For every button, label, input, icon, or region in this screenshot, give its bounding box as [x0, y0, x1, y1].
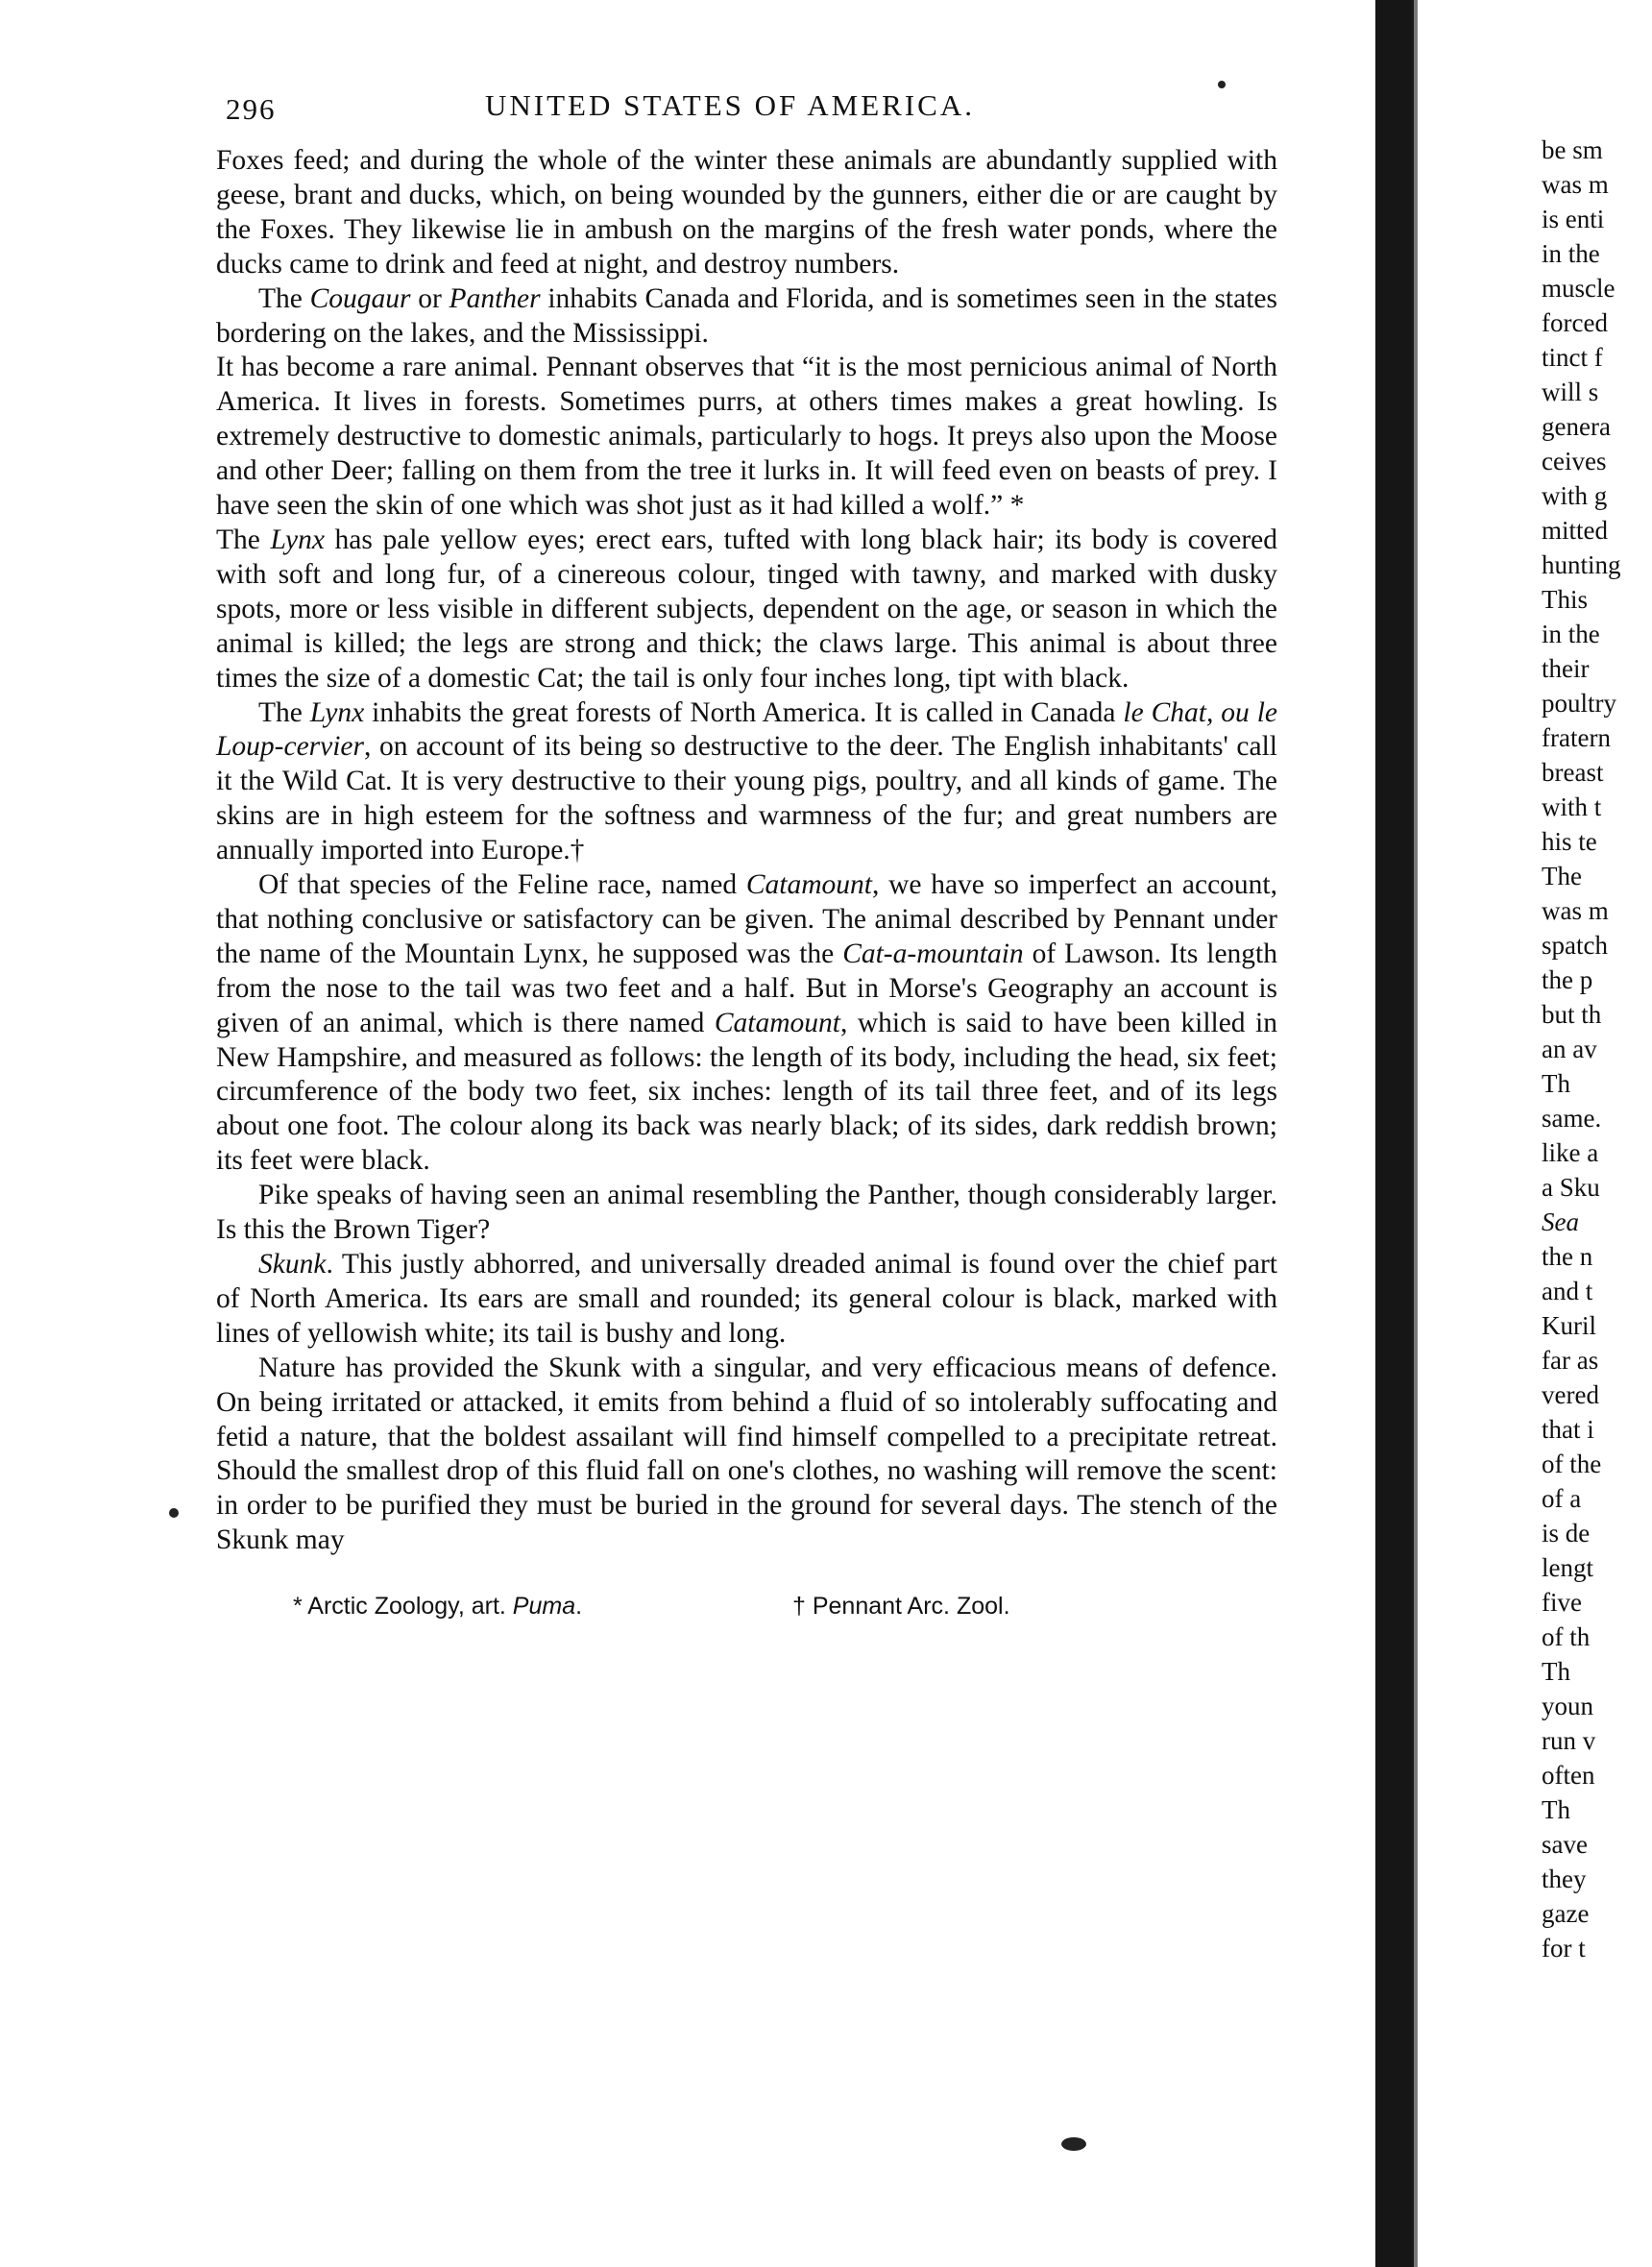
book-page — [216, 88, 1277, 1631]
text-segment: , which is said to have been killed in New Hampshire, and measured as follows: the length of its body, including the head, six feet; circumference of the body two feet, six inches: length of its tail three feet, and of its legs about one foot. The colour along its back was nearly black; of its sides, dark reddish brown; its feet were black. — [216, 1007, 1277, 1177]
adjacent-page-line: Th — [1542, 1069, 1570, 1098]
body-text — [216, 144, 1277, 1558]
adjacent-page-line: often — [1542, 1761, 1595, 1790]
adjacent-page-line: run v — [1542, 1726, 1596, 1755]
italic-text-segment: Cougaur — [309, 282, 411, 314]
paragraph — [216, 1179, 1277, 1248]
adjacent-page-line: a Sku — [1542, 1173, 1600, 1202]
text-segment: , we have so imperfect an account, that nothing conclusive or satisfactory can be given. The animal described by Pennant under the name of the Mountain Lynx, he supposed was the — [216, 869, 1277, 969]
adjacent-page-line: lengt — [1542, 1553, 1593, 1582]
text-segment: † Pennant Arc. Zool. — [792, 1593, 1010, 1621]
adjacent-page-line: was m — [1542, 170, 1609, 199]
adjacent-page-line: the p — [1542, 965, 1593, 994]
running-head — [216, 88, 1277, 136]
adjacent-page-line: like a — [1542, 1138, 1599, 1167]
adjacent-page-line: an av — [1542, 1035, 1597, 1063]
adjacent-page-line: save — [1542, 1830, 1588, 1859]
page-number: 296 — [226, 92, 277, 126]
adjacent-page-line: fratern — [1542, 723, 1611, 752]
adjacent-page-line: his te — [1542, 827, 1597, 856]
text-segment: inhabits Canada and Florida, and is sometimes seen in the states bordering on the lakes, and the Mississippi. — [216, 282, 1277, 349]
book-binding-gutter — [1375, 0, 1414, 2267]
italic-text-segment: Cat-a-mountain — [842, 938, 1024, 969]
text-segment: has pale yellow eyes; erect ears, tufted with long black hair; its body is covered with soft and long fur, of a cinereous colour, tinged with tawny, and marked with dusky spots, more or less visible in different subjects, dependent on the age, or season in which the animal is killed; the legs are strong and thick; the claws large. This animal is about three times the size of a domestic Cat; the tail is only four inches long, tipt with black. — [216, 524, 1277, 694]
text-segment: . This justly abhorred, and universally dreaded animal is found over the chief part of North America. Its ears are small and rounded; its general colour is black, marked with lines of yellowish white; its tail is bushy and long. — [216, 1249, 1277, 1349]
adjacent-page-line: mitted — [1542, 516, 1608, 545]
text-segment: , on account of its being so destructive to the deer. The English inhabitants' call it the Wild Cat. It is very destructive to their young pigs, poultry, and all kinds of game. The skins are in high esteem for the softness and warmness of the fur; and great numbers are annually imported into Europe.† — [216, 731, 1277, 866]
adjacent-page-fragment — [1542, 133, 1652, 1965]
paragraph — [216, 282, 1277, 352]
scan-speck — [1218, 81, 1226, 88]
text-segment: of Lawson. Its length from the nose to the tail was two feet and a half. But in Morse's Geography an account is given of an animal, which is there named — [216, 938, 1277, 1038]
adjacent-page-line: is de — [1542, 1519, 1591, 1548]
adjacent-page-line: breast — [1542, 758, 1604, 787]
text-segment: * Arctic Zoology, art. — [293, 1593, 513, 1621]
italic-text-segment: le Chat, ou le Loup-cervier — [216, 696, 1277, 763]
adjacent-page-line: Th — [1542, 1795, 1570, 1824]
text-segment: The — [258, 696, 310, 728]
text-segment: Foxes feed; and during the whole of the winter these animals are abundantly supplied with geese, brant and ducks, which, on being wounded by the gunners, either die or are caught by the Foxes. They likewise lie in ambush on the margins of the fresh water ponds, where the ducks came to drink and feed at night, and destroy numbers. — [216, 145, 1277, 280]
text-segment: . — [575, 1593, 583, 1621]
italic-text-segment: Catamount — [714, 1007, 840, 1038]
text-segment: Pike speaks of having seen an animal resembling the Panther, though considerably larger. Is this the Brown Tiger? — [216, 1180, 1277, 1246]
adjacent-page-line: in the — [1542, 239, 1600, 268]
adjacent-page-line: of a — [1542, 1484, 1582, 1513]
scan-speck — [1061, 2137, 1086, 2151]
adjacent-page-line: but th — [1542, 1000, 1602, 1029]
text-segment: or — [410, 282, 449, 314]
adjacent-page-line: of th — [1542, 1622, 1591, 1651]
text-segment: Of that species of the Feline race, named — [258, 869, 746, 901]
adjacent-page-line: tinct f — [1542, 343, 1603, 372]
italic-text-segment: Puma — [512, 1593, 576, 1621]
paragraph — [216, 1352, 1277, 1558]
adjacent-page-line: five — [1542, 1588, 1582, 1617]
running-title: UNITED STATES OF AMERICA. — [485, 88, 975, 122]
italic-text-segment: Skunk — [258, 1249, 327, 1280]
italic-text-segment: Lynx — [309, 696, 365, 728]
adjacent-page-line: Sea — [1542, 1207, 1579, 1236]
paragraph — [216, 696, 1277, 869]
footnote — [293, 1593, 582, 1621]
adjacent-page-line: that i — [1542, 1415, 1594, 1444]
adjacent-page-line: Kuril — [1542, 1311, 1596, 1340]
footnotes — [216, 1593, 1277, 1631]
adjacent-page-line: genera — [1542, 412, 1611, 441]
paragraph — [216, 524, 1277, 696]
scan-speck — [169, 1508, 179, 1518]
adjacent-page-line: with g — [1542, 481, 1608, 510]
adjacent-page-line: Th — [1542, 1657, 1570, 1686]
paragraph — [216, 144, 1277, 282]
adjacent-page-line: This — [1542, 585, 1589, 614]
adjacent-page-line: far as — [1542, 1346, 1599, 1375]
text-segment: The — [258, 282, 310, 314]
adjacent-page-line: hunting — [1542, 550, 1621, 579]
text-segment: Nature has provided the Skunk with a singular, and very efficacious means of defence. On being irritated or attacked, it emits from behind a fluid of so intolerably suffocating and fetid a nature, that the boldest assailant will find himself compelled to a precipitate retreat. Should the smallest drop of this fluid fall on one's clothes, no washing will remove the scent: in order to be purified they must be buried in the ground for several days. The stench of the Skunk may — [216, 1352, 1277, 1556]
adjacent-page-line: same. — [1542, 1104, 1602, 1133]
adjacent-page-line: of the — [1542, 1450, 1602, 1478]
adjacent-page-line: gaze — [1542, 1899, 1590, 1928]
adjacent-page-line: in the — [1542, 620, 1600, 648]
italic-text-segment: Catamount — [745, 869, 872, 901]
adjacent-page-line: with t — [1542, 792, 1602, 821]
paragraph — [216, 1248, 1277, 1352]
adjacent-page-line: will s — [1542, 378, 1599, 406]
adjacent-page-line: The — [1542, 862, 1582, 890]
italic-text-segment: Panther — [449, 282, 541, 314]
adjacent-page-line: was m — [1542, 896, 1609, 925]
text-segment: The — [216, 524, 271, 555]
text-segment: inhabits the great forests of North America. It is called in Canada — [364, 696, 1124, 728]
adjacent-page-line: ceives — [1542, 447, 1607, 475]
adjacent-page-line: for t — [1542, 1934, 1586, 1962]
adjacent-page-line: youn — [1542, 1692, 1593, 1720]
paragraph — [216, 868, 1277, 1179]
paragraph — [216, 351, 1277, 524]
adjacent-page-line: their — [1542, 654, 1590, 683]
adjacent-page-line: be sm — [1542, 135, 1603, 164]
adjacent-page-line: muscle — [1542, 274, 1616, 303]
adjacent-page-line: the n — [1542, 1242, 1593, 1271]
footnote — [792, 1593, 1010, 1621]
binding-edge — [1414, 0, 1418, 2267]
adjacent-page-line: spatch — [1542, 931, 1608, 960]
adjacent-page-line: poultry — [1542, 689, 1616, 718]
italic-text-segment: Lynx — [270, 524, 325, 555]
adjacent-page-line: vered — [1542, 1380, 1599, 1409]
adjacent-page-line: and t — [1542, 1277, 1593, 1305]
text-segment: It has become a rare animal. Pennant observes that “it is the most pernicious animal of North America. It lives in forests. Sometimes purrs, at others times makes a great howling. Is extremely destructive to domestic animals, particularly to hogs. It preys also upon the Moose and other Deer; falling on them from the tree it lurks in. It will feed even on beasts of prey. I have seen the skin of one which was shot just as it had killed a wolf.” * — [216, 352, 1277, 522]
adjacent-page-line: they — [1542, 1865, 1587, 1893]
adjacent-page-line: forced — [1542, 308, 1608, 337]
adjacent-page-line: is enti — [1542, 205, 1605, 233]
